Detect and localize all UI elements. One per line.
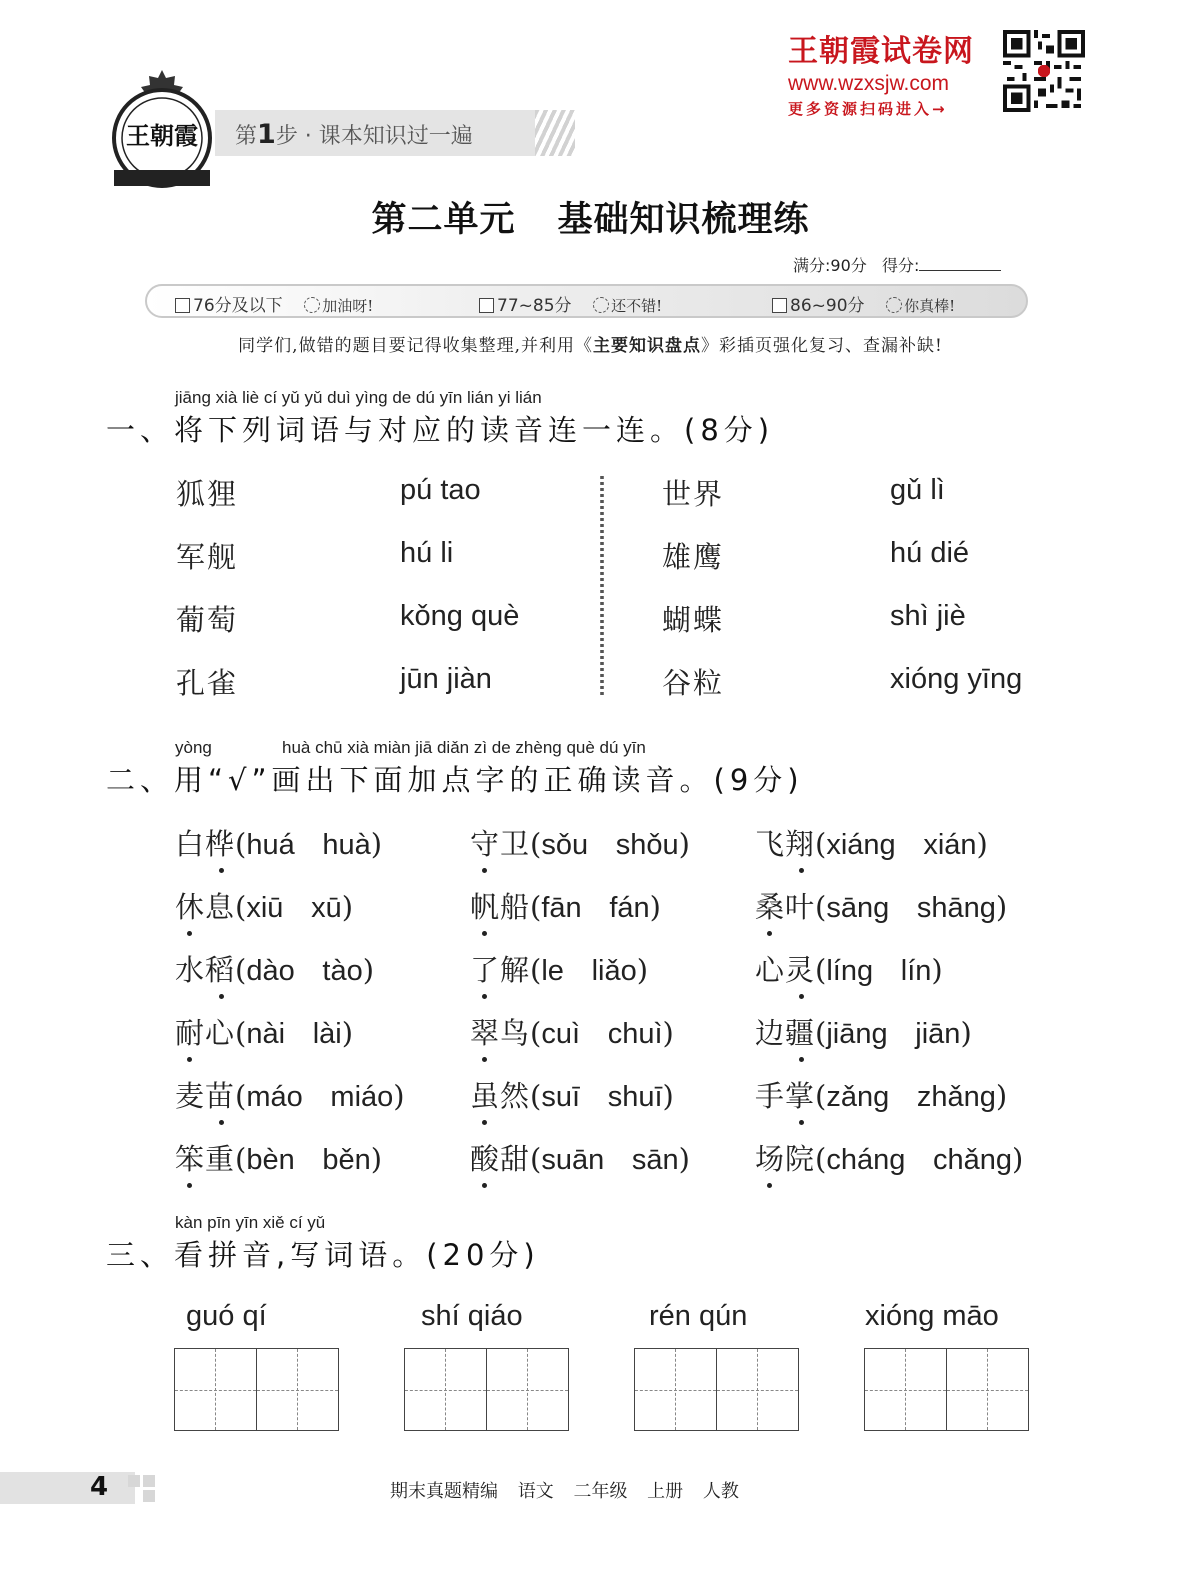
q2-word: 笨重	[175, 1137, 235, 1178]
rating-item: 77~85分 还不错!	[479, 291, 662, 316]
q3-word-pinyin: shí qiáo	[421, 1300, 523, 1332]
brand-url[interactable]: www.wzxsjw.com	[788, 72, 950, 95]
writing-cell[interactable]	[404, 1348, 487, 1431]
q2-option-b[interactable]: chuì	[607, 1018, 663, 1050]
q2-option-a[interactable]: zǎng	[826, 1081, 890, 1113]
emphasis-dot	[482, 931, 487, 936]
q2-option-b[interactable]: xū	[311, 892, 342, 924]
q2-option-a[interactable]: líng	[826, 955, 874, 987]
q2-word: 酸甜	[470, 1137, 530, 1178]
q2-option-b[interactable]: xián	[923, 829, 977, 861]
q3-word-pinyin: rén qún	[649, 1300, 748, 1332]
writing-cell[interactable]	[634, 1348, 717, 1431]
q1-left-pinyin[interactable]: kǒng què	[400, 600, 520, 632]
emphasis-dot	[482, 1057, 487, 1062]
column-divider	[596, 476, 608, 698]
q2-option-b[interactable]: shuī	[607, 1081, 663, 1113]
q2-option-a[interactable]: sāng	[826, 892, 890, 924]
emphasis-dot	[482, 994, 487, 999]
q2-option-a[interactable]: suī	[541, 1081, 581, 1113]
face-icon	[886, 297, 902, 313]
q1-left-word[interactable]: 狐狸	[176, 477, 239, 511]
face-icon	[593, 297, 609, 313]
page-number: 4	[90, 1472, 109, 1502]
emphasis-dot	[799, 868, 804, 873]
q1-right-word[interactable]: 世界	[662, 477, 725, 511]
q2-option-b[interactable]: miáo	[330, 1081, 394, 1113]
writing-cell[interactable]	[864, 1348, 947, 1431]
q2-word: 场院	[755, 1137, 815, 1178]
footer-decoration	[143, 1490, 155, 1502]
q1-right-pinyin[interactable]: xióng yīng	[890, 663, 1023, 695]
q2-item: 飞翔 (xiáng xián)	[755, 822, 988, 863]
q2-pinyin-b: huà chū xià miàn jiā diǎn zì de zhèng què dú yīn	[282, 738, 646, 757]
q2-option-a[interactable]: máo	[246, 1081, 303, 1113]
q2-word: 边疆	[755, 1011, 815, 1052]
q2-option-b[interactable]: jiān	[915, 1018, 961, 1050]
q2-option-b[interactable]: lài	[312, 1018, 342, 1050]
rating-item: 76分及以下 加油呀!	[175, 291, 373, 316]
q2-word: 桑叶	[755, 885, 815, 926]
q2-option-a[interactable]: dào	[246, 955, 295, 987]
q2-option-a[interactable]: suān	[541, 1144, 605, 1176]
score-line: 满分:90分 得分:	[793, 253, 1001, 276]
q1-right-word[interactable]: 蝴蝶	[662, 603, 725, 637]
q2-option-b[interactable]: běn	[322, 1144, 371, 1176]
q2-word: 翠鸟	[470, 1011, 530, 1052]
rating-checkbox[interactable]	[772, 298, 787, 313]
q2-option-a[interactable]: nài	[246, 1018, 286, 1050]
q2-word: 心灵	[755, 948, 815, 989]
q1-left-pinyin[interactable]: pú tao	[400, 474, 481, 506]
q1-left-word[interactable]: 军舰	[176, 540, 239, 574]
qr-code-icon[interactable]	[1003, 30, 1085, 112]
q2-item: 麦苗 (máo miáo)	[175, 1074, 405, 1115]
rating-checkbox[interactable]	[479, 298, 494, 313]
writing-cell[interactable]	[947, 1348, 1030, 1431]
footer-text: 期末真题精编 语文 二年级 上册 人教	[390, 1481, 739, 1502]
writing-cell[interactable]	[257, 1348, 340, 1431]
brand-name: 王朝霞试卷网	[788, 34, 974, 69]
q2-word: 帆船	[470, 885, 530, 926]
q2-item: 白桦 (huá huà)	[175, 822, 382, 863]
q2-option-b[interactable]: zhǎng	[916, 1081, 996, 1113]
q2-option-a[interactable]: fān	[541, 892, 582, 924]
writing-grid	[174, 1348, 339, 1431]
q2-option-a[interactable]: jiāng	[826, 1018, 888, 1050]
writing-cell[interactable]	[174, 1348, 257, 1431]
q2-word: 虽然	[470, 1074, 530, 1115]
emphasis-dot	[767, 931, 772, 936]
brand-more: 更多资源扫码进入→	[788, 100, 948, 118]
q2-word: 守卫	[470, 822, 530, 863]
q1-right-pinyin[interactable]: hú dié	[890, 537, 970, 569]
rating-checkbox[interactable]	[175, 298, 190, 313]
face-icon	[304, 297, 320, 313]
emphasis-dot	[187, 1183, 192, 1188]
score-blank[interactable]	[919, 257, 1001, 271]
q1-left-word[interactable]: 孔雀	[176, 666, 239, 700]
q2-item: 边疆 (jiāng jiān)	[755, 1011, 972, 1052]
emphasis-dot	[482, 1120, 487, 1125]
q3-word-pinyin: guó qí	[186, 1300, 267, 1332]
q1-left-word[interactable]: 葡萄	[176, 603, 239, 637]
q2-word: 耐心	[175, 1011, 235, 1052]
q2-option-b[interactable]: shǒu	[615, 829, 679, 861]
footer-bar	[0, 1472, 135, 1504]
q1-left-pinyin[interactable]: hú li	[400, 537, 454, 569]
emphasis-dot	[219, 1120, 224, 1125]
q2-word: 水稻	[175, 948, 235, 989]
notice-text: 同学们,做错的题目要记得收集整理,并利用《主要知识盘点》彩插页强化复习、查漏补缺!	[238, 336, 943, 356]
q2-option-a[interactable]: le	[541, 955, 564, 987]
q2-word: 手掌	[755, 1074, 815, 1115]
svg-text:王朝霞: 王朝霞	[126, 121, 198, 150]
rating-item: 86~90分 你真棒!	[772, 291, 955, 316]
q3-heading: 三、看拼音,写词语。(20分)	[106, 1238, 540, 1272]
q2-option-b[interactable]: fán	[609, 892, 650, 924]
q2-item: 水稻 (dào tào)	[175, 948, 374, 989]
q2-option-a[interactable]: bèn	[246, 1144, 295, 1176]
q2-option-b[interactable]: chǎng	[933, 1144, 1013, 1176]
q2-item: 耐心 (nài lài)	[175, 1011, 353, 1052]
emphasis-dot	[187, 1057, 192, 1062]
q2-item: 手掌 (zǎng zhǎng)	[755, 1074, 1007, 1115]
emphasis-dot	[219, 868, 224, 873]
q2-heading: 二、用“√”画出下面加点字的正确读音。(9分)	[106, 763, 804, 797]
q2-option-a[interactable]: huá	[246, 829, 295, 861]
page-title: 第二单元 基础知识梳理练	[371, 200, 810, 240]
q2-option-b[interactable]: huà	[322, 829, 371, 861]
q2-item: 休息 (xiū xū)	[175, 885, 353, 926]
writing-grid	[634, 1348, 799, 1431]
q2-item: 守卫 (sǒu shǒu)	[470, 822, 690, 863]
q2-item: 桑叶 (sāng shāng)	[755, 885, 1007, 926]
q1-right-pinyin[interactable]: shì jiè	[890, 600, 966, 632]
emphasis-dot	[482, 1183, 487, 1188]
q2-option-a[interactable]: xiū	[246, 892, 284, 924]
writing-cell[interactable]	[717, 1348, 800, 1431]
q2-item: 心灵 (líng lín)	[755, 948, 943, 989]
emphasis-dot	[799, 994, 804, 999]
q2-option-a[interactable]: xiáng	[826, 829, 896, 861]
q2-option-a[interactable]: cháng	[826, 1144, 906, 1176]
q2-item: 场院 (cháng chǎng)	[755, 1137, 1023, 1178]
q2-option-b[interactable]: sān	[631, 1144, 679, 1176]
q2-item: 帆船 (fān fán)	[470, 885, 661, 926]
q2-option-b[interactable]: shāng	[916, 892, 996, 924]
q2-item: 翠鸟 (cuì chuì)	[470, 1011, 674, 1052]
emphasis-dot	[219, 994, 224, 999]
emphasis-dot	[187, 931, 192, 936]
q1-right-pinyin[interactable]: gǔ lì	[890, 474, 945, 506]
step-banner: 第1步 · 课本知识过一遍	[215, 110, 570, 156]
emphasis-dot	[767, 1183, 772, 1188]
q3-pinyin: kàn pīn yīn xiě cí yǔ	[175, 1213, 326, 1232]
emphasis-dot	[799, 1057, 804, 1062]
q2-word: 了解	[470, 948, 530, 989]
q2-word: 休息	[175, 885, 235, 926]
footer-decoration	[128, 1475, 140, 1487]
q2-word: 麦苗	[175, 1074, 235, 1115]
q1-left-pinyin[interactable]: jūn jiàn	[400, 663, 492, 695]
q2-word: 白桦	[175, 822, 235, 863]
q2-option-b[interactable]: liǎo	[591, 955, 637, 987]
q1-pinyin: jiāng xià liè cí yǔ yǔ duì yìng de dú yīn lián yi lián	[175, 388, 542, 407]
brand-block	[788, 26, 1003, 119]
q2-item: 虽然 (suī shuī)	[470, 1074, 674, 1115]
q2-item: 笨重 (bèn běn)	[175, 1137, 382, 1178]
rating-bar	[145, 284, 1028, 318]
q2-item: 了解 (le liǎo)	[470, 948, 648, 989]
q2-option-b[interactable]: tào	[322, 955, 363, 987]
footer-decoration	[143, 1475, 155, 1487]
q1-right-word[interactable]: 谷粒	[662, 666, 725, 700]
emphasis-dot	[482, 868, 487, 873]
q2-option-a[interactable]: sǒu	[541, 829, 589, 861]
q3-word-pinyin: xióng māo	[865, 1300, 999, 1332]
q1-heading: 一、将下列词语与对应的读音连一连。(8分)	[106, 413, 775, 447]
writing-cell[interactable]	[487, 1348, 570, 1431]
wangzhaoxia-logo	[108, 68, 216, 190]
q1-right-word[interactable]: 雄鹰	[662, 540, 725, 574]
q2-item: 酸甜 (suān sān)	[470, 1137, 690, 1178]
writing-grid	[404, 1348, 569, 1431]
q2-option-b[interactable]: lín	[900, 955, 932, 987]
writing-grid	[864, 1348, 1029, 1431]
q2-word: 飞翔	[755, 822, 815, 863]
q2-option-a[interactable]: cuì	[541, 1018, 581, 1050]
q2-pinyin-a: yòng	[175, 738, 212, 757]
emphasis-dot	[799, 1120, 804, 1125]
